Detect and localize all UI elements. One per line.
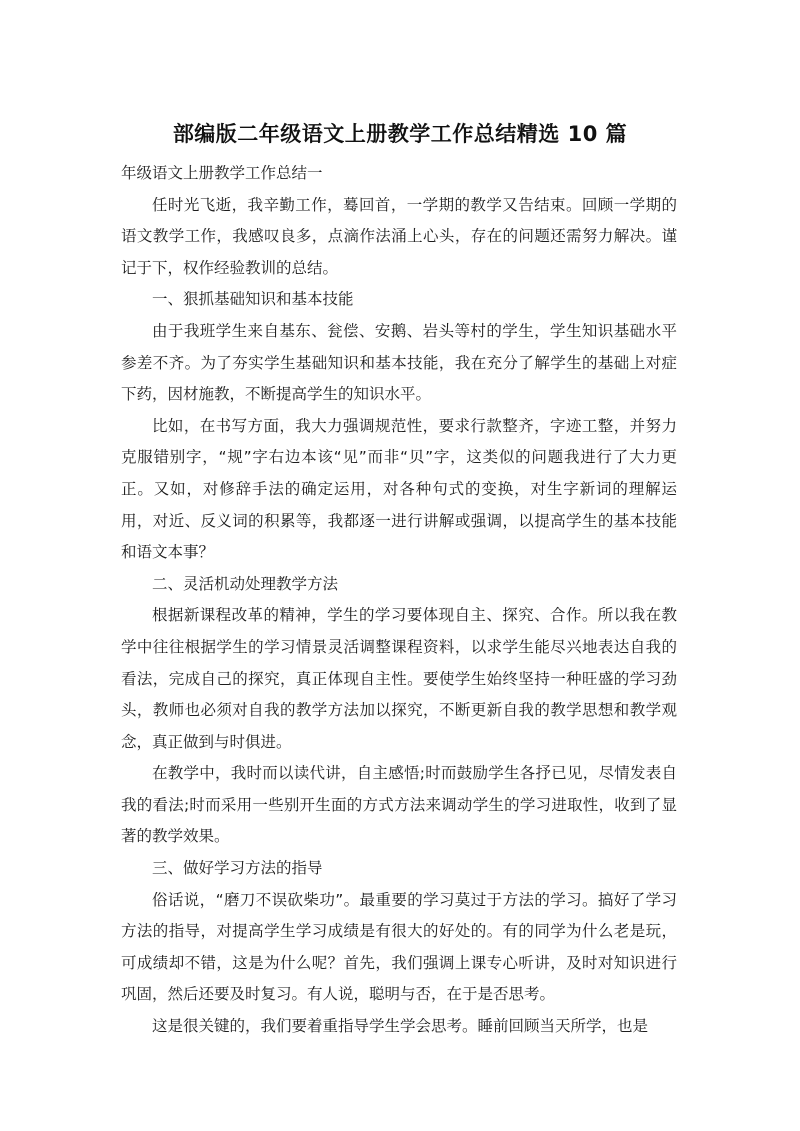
document-body	[121, 158, 677, 1043]
section-heading-1: 一、狠抓基础知识和基本技能	[152, 290, 354, 309]
paragraph: 俗话说，“磨刀不误砍柴功”。最重要的学习莫过于方法的学习。搞好了学习方法的指导，对提高学生学习成绩是有很大的好处的。有的同学为什么老是玩，可成绩却不错，这是为什么呢？首先，我们强调上课专心听讲，及时对知识进行巩固，然后还要及时复习。有人说，聪明与否，在于是否思考。	[121, 890, 677, 1004]
paragraph: 任时光飞逝，我辛勤工作，蓦回首，一学期的教学又告结束。回顾一学期的语文教学工作，我感叹良多，点滴作法涌上心头，存在的问题还需努力解决。谨记于下，权作经验教训的总结。	[121, 195, 677, 277]
paragraph: 由于我班学生来自基东、瓮偿、安鹅、岩头等村的学生，学生知识基础水平参差不齐。为了夯实学生基础知识和基本技能，我在充分了解学生的基础上对症下药，因材施教，不断提高学生的知识水平。	[121, 321, 677, 404]
paragraph: 这是很关键的，我们要着重指导学生学会思考。睡前回顾当天所学，也是	[152, 1017, 649, 1036]
section-subtitle: 年级语文上册教学工作总结一	[121, 164, 323, 182]
section-heading-2: 二、灵活机动处理教学方法	[152, 574, 339, 593]
document-title: 部编版二年级语文上册教学工作总结精选 10 篇	[172, 122, 628, 146]
section-heading-3: 三、做好学习方法的指导	[152, 859, 323, 878]
paragraph: 在教学中，我时而以读代讲，自主感悟;时而鼓励学生各抒已见，尽情发表自我的看法;时而采用一些别开生面的方式方法来调动学生的学习进取性，收到了显著的教学效果。	[121, 764, 677, 846]
paragraph: 根据新课程改革的精神，学生的学习要体现自主、探究、合作。所以我在教学中往往根据学生的学习情景灵活调整课程资料，以求学生能尽兴地表达自我的看法，完成自己的探究，真正体现自主性。要使学生始终坚持一种旺盛的学习劲头，教师也必须对自我的教学方法加以探究，不断更新自我的教学思想和教学观念，真正做到与时俱进。	[121, 606, 677, 751]
paragraph: 比如，在书写方面，我大力强调规范性，要求行款整齐，字迹工整，并努力克服错别字，“规”字右边本该“见”而非“贝”字，这类似的问题我进行了大力更正。又如，对修辞手法的确定运用，对各种句式的变换，对生字新词的理解运用，对近、反义词的积累等，我都逐一进行讲解或强调，以提高学生的基本技能和语文本事？	[121, 416, 677, 562]
